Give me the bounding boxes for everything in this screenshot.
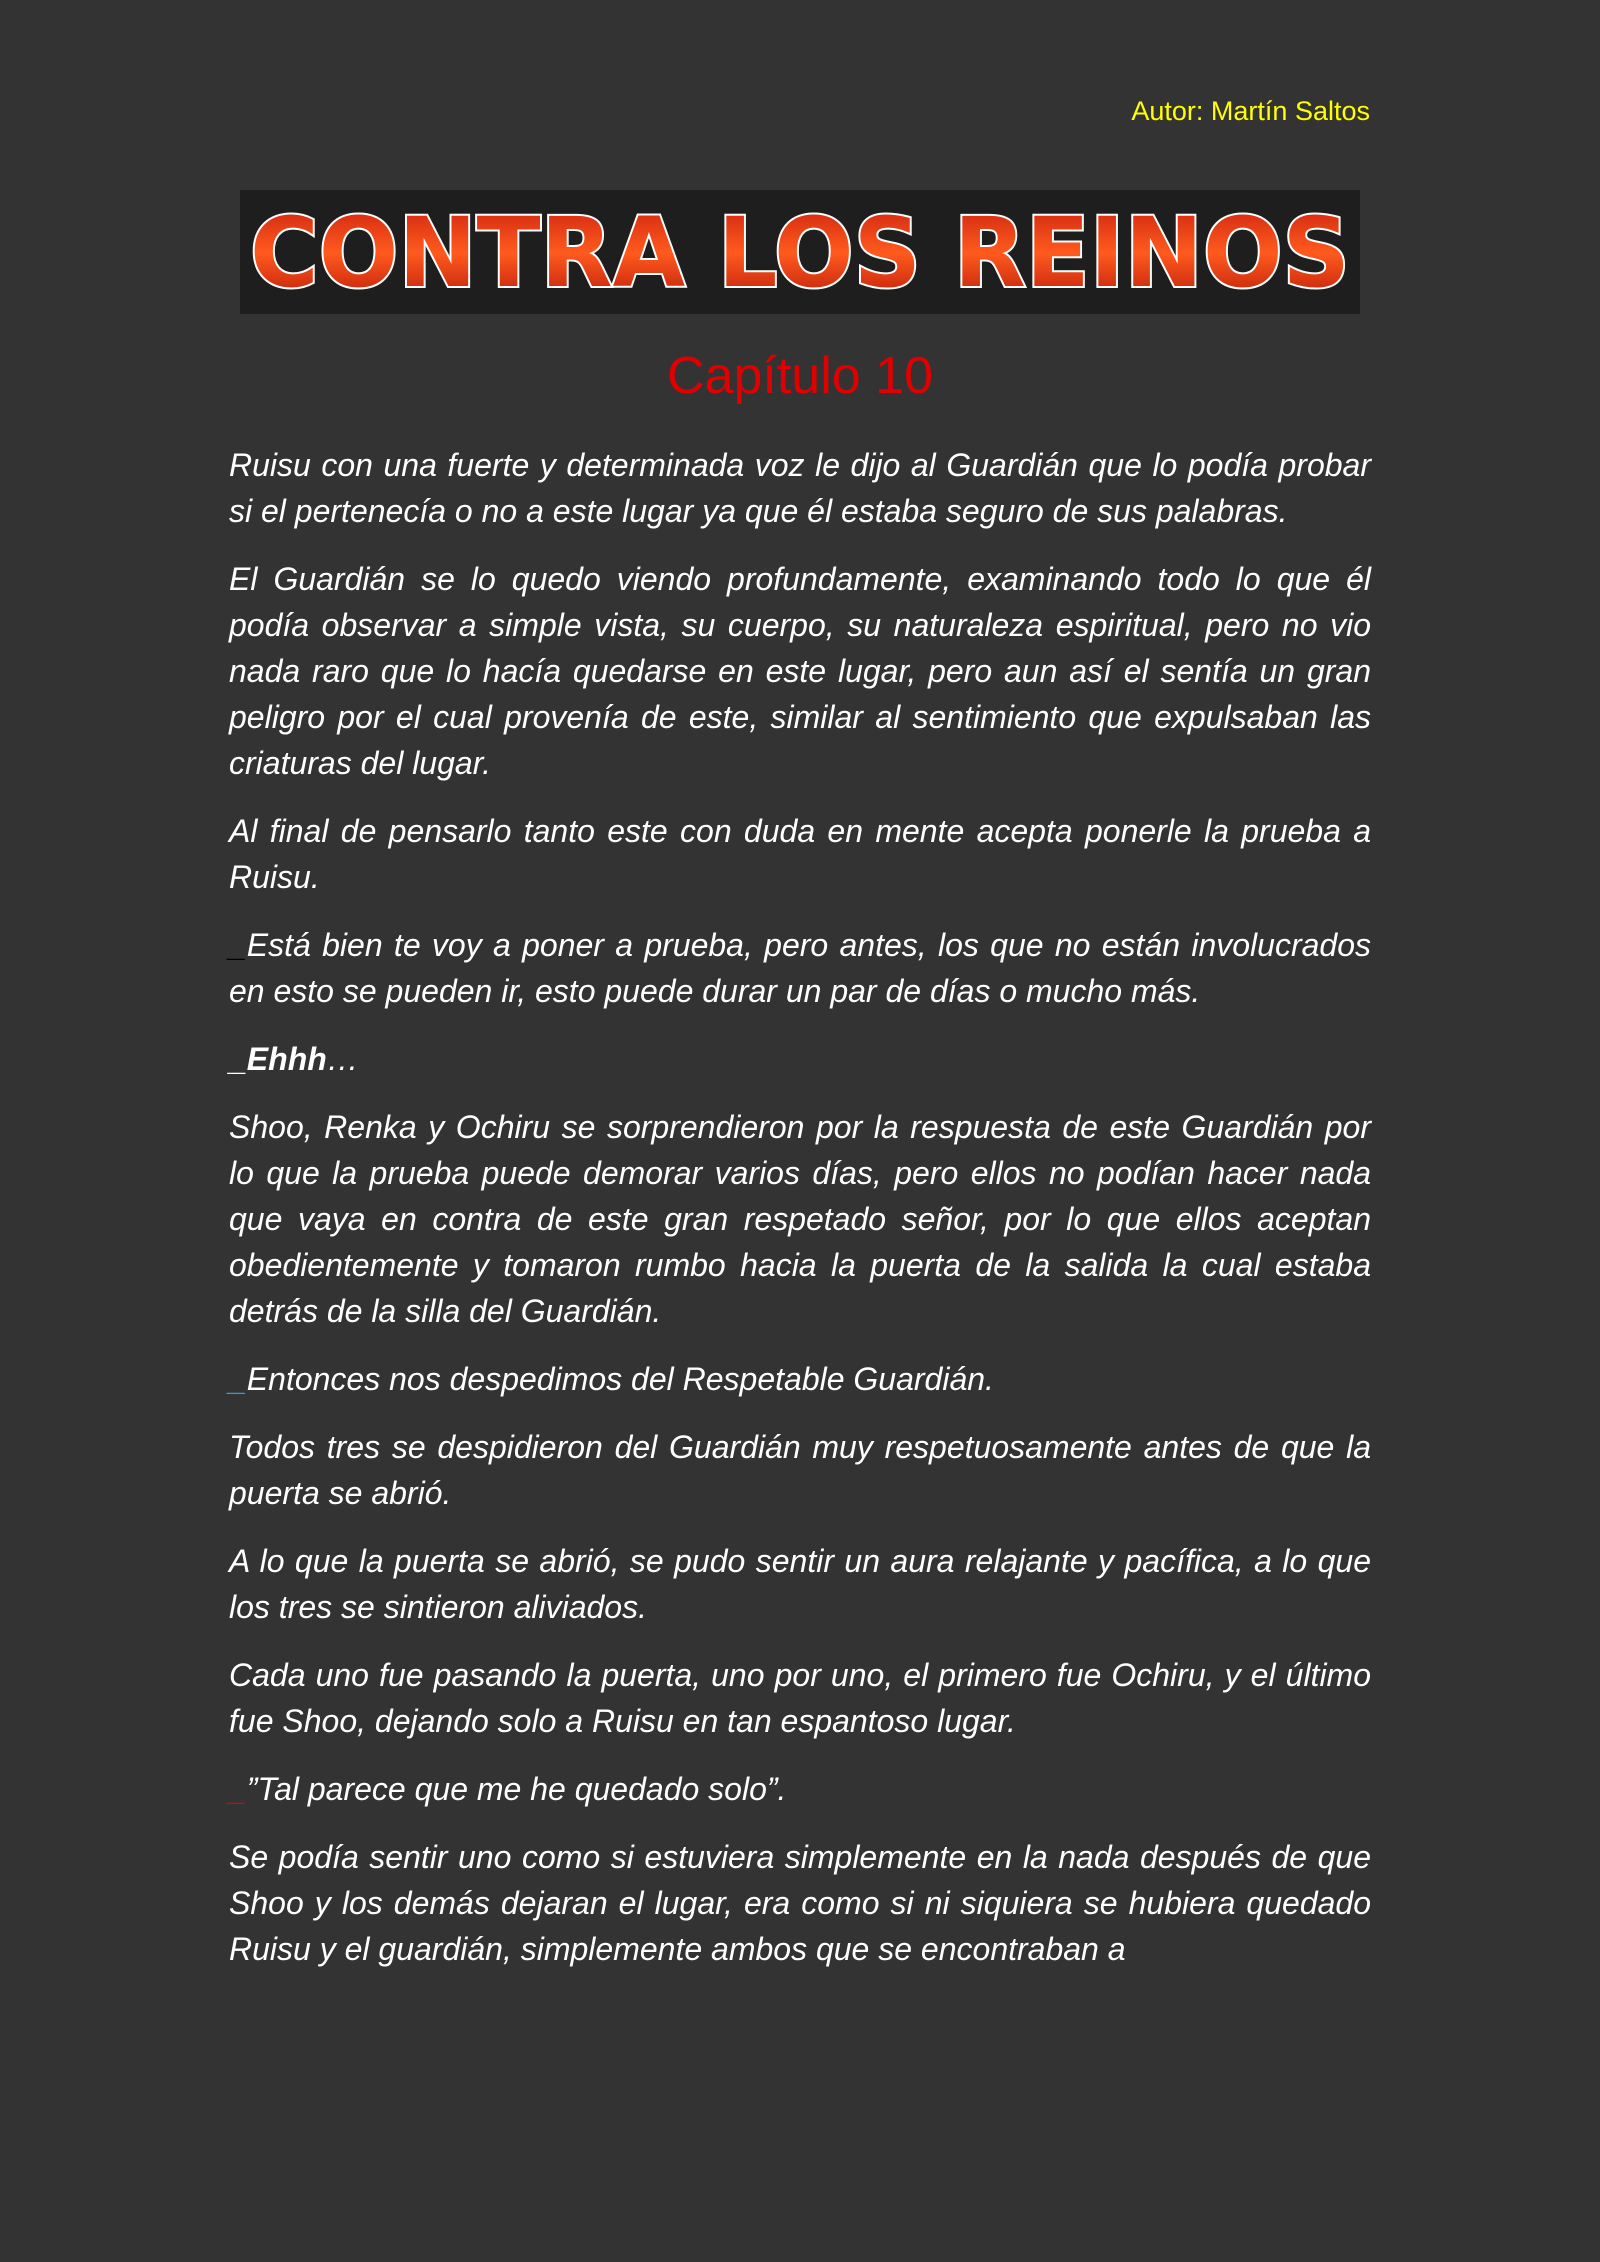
- chapter-title: Capítulo 10: [667, 347, 933, 405]
- dialogue-dash: _: [229, 1771, 247, 1807]
- dialogue-dash: _: [229, 1361, 247, 1397]
- dialogue-paragraph: [229, 1036, 1371, 1082]
- dialogue-text: ”Tal parece que me he quedado solo”.: [246, 1771, 787, 1807]
- paragraph: El Guardián se lo quedo viendo profundamente, examinando todo lo que él podía observar a simple vista, su cuerpo, su naturaleza espiritual, pero no vio nada raro que lo hacía quedarse en este lugar, pero aun así el sentía un gran peligro por el cual provenía de este, similar al sentimiento que expulsaban las criaturas del lugar.: [229, 561, 1371, 781]
- paragraph: Shoo, Renka y Ochiru se sorprendieron por la respuesta de este Guardián por lo que la prueba puede demorar varios días, pero ellos no podían hacer nada que vaya en contra de este gran respetado señor, por lo que ellos aceptan obedientemente y tomaron rumbo hacia la puerta de la salida la cual estaba detrás de la silla del Guardián.: [229, 1109, 1371, 1329]
- dialogue-dash: _: [229, 1041, 247, 1077]
- dialogue-dash: _: [229, 927, 247, 963]
- paragraph: Todos tres se despidieron del Guardián muy respetuosamente antes de que la puerta se abrió.: [229, 1429, 1371, 1511]
- author-credit: Autor: Martín Saltos: [1131, 96, 1370, 126]
- paragraph: Ruisu con una fuerte y determinada voz le dijo al Guardián que lo podía probar si el pertenecía o no a este lugar ya que él estaba seguro de sus palabras.: [229, 447, 1371, 529]
- title-banner: [240, 190, 1360, 314]
- dialogue-paragraph: [229, 922, 1371, 1014]
- paragraph: A lo que la puerta se abrió, se pudo sentir un aura relajante y pacífica, a lo que los tres se sintieron aliviados.: [229, 1543, 1371, 1625]
- chapter-body: [229, 442, 1371, 1994]
- dialogue-ellipsis: …: [326, 1041, 359, 1077]
- dialogue-text-bold: Ehhh: [246, 1041, 327, 1077]
- dialogue-paragraph: [229, 1766, 1371, 1812]
- dialogue-paragraph: [229, 1356, 1371, 1402]
- paragraph: Se podía sentir uno como si estuviera simplemente en la nada después de que Shoo y los demás dejaran el lugar, era como si ni siquiera se hubiera quedado Ruisu y el guardián, simplemente ambos que se encontraban a: [229, 1839, 1371, 1967]
- banner-logo: [240, 190, 1360, 314]
- banner-title-text: CONTRA LOS REINOS: [250, 197, 1350, 309]
- dialogue-text: Está bien te voy a poner a prueba, pero antes, los que no están involucrados en esto se pueden ir, esto puede durar un par de días o mucho más.: [229, 927, 1371, 1009]
- paragraph: Cada uno fue pasando la puerta, uno por uno, el primero fue Ochiru, y el último fue Shoo, dejando solo a Ruisu en tan espantoso lugar.: [229, 1657, 1371, 1739]
- dialogue-text: Entonces nos despedimos del Respetable Guardián.: [246, 1361, 994, 1397]
- paragraph: Al final de pensarlo tanto este con duda en mente acepta ponerle la prueba a Ruisu.: [229, 813, 1371, 895]
